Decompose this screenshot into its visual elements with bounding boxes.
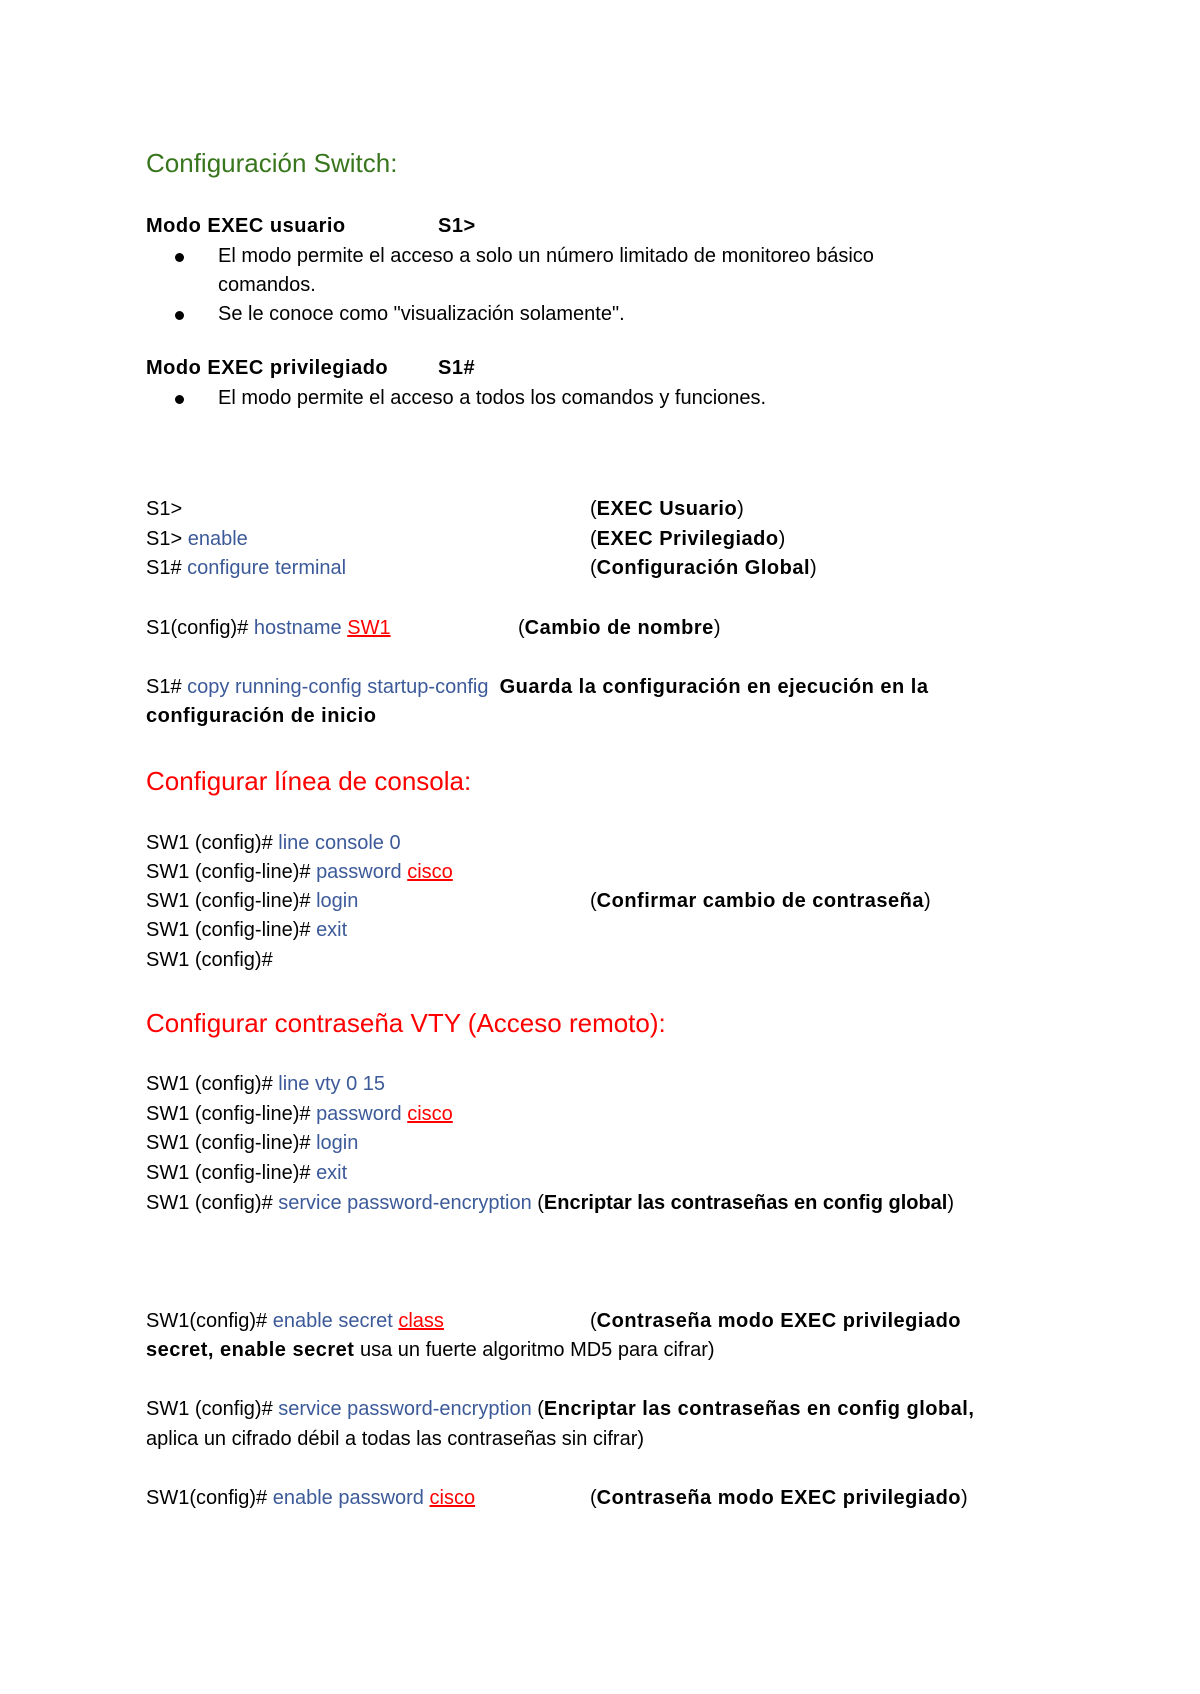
code-comment: (Confirmar cambio de contraseña) (590, 890, 931, 912)
code-line: SW1 (config)# service password-encryption (Encriptar las contraseñas en config global) (146, 1192, 955, 1214)
code-line: SW1 (config-line)# exit (146, 1162, 348, 1184)
code-line: S1> enable (146, 528, 248, 550)
priv-mode-label: Modo EXEC privilegiado (146, 357, 389, 379)
code-comment: (Contraseña modo EXEC privilegiado) (590, 1487, 968, 1509)
code-comment: configuración de inicio (146, 705, 377, 727)
list-item-continuation: comandos. (218, 274, 316, 296)
code-line: S1# configure terminal (146, 557, 347, 579)
section-heading: Configurar contraseña VTY (Acceso remoto): (146, 1008, 666, 1038)
code-line: SW1 (config)# (146, 949, 273, 971)
code-comment: (Contraseña modo EXEC privilegiado (590, 1310, 962, 1332)
code-line: SW1 (config-line)# login (146, 1132, 359, 1154)
page-title: Configuración Switch: (146, 148, 398, 178)
code-line: SW1 (config)# line vty 0 15 (146, 1073, 385, 1095)
code-comment: (Cambio de nombre) (518, 617, 721, 639)
bullet-icon (175, 253, 184, 262)
section-heading: Configurar línea de consola: (146, 766, 472, 796)
code-line: SW1(config)# enable password cisco (146, 1487, 476, 1509)
code-line: S1# copy running-config startup-config Guarda la configuración en ejecución en la (146, 676, 929, 698)
code-line: SW1 (config-line)# login (146, 890, 359, 912)
bullet-icon (175, 311, 184, 320)
code-line: S1(config)# hostname SW1 (146, 617, 391, 639)
code-comment: (EXEC Privilegiado) (590, 528, 786, 550)
code-comment: aplica un cifrado débil a todas las contraseñas sin cifrar) (146, 1428, 645, 1450)
code-comment: (Configuración Global) (590, 557, 817, 579)
code-line: SW1 (config)# service password-encryption (Encriptar las contraseñas en config global, (146, 1398, 975, 1420)
code-line: S1> (146, 498, 183, 520)
code-line: SW1 (config-line)# password cisco (146, 861, 453, 883)
user-mode-label: Modo EXEC usuario (146, 215, 346, 237)
code-line: SW1 (config-line)# password cisco (146, 1103, 453, 1125)
code-line: SW1 (config)# line console 0 (146, 832, 401, 854)
code-comment: (EXEC Usuario) (590, 498, 744, 520)
priv-mode-prompt: S1# (438, 357, 476, 379)
bullet-icon (175, 395, 184, 404)
code-line: SW1 (config-line)# exit (146, 919, 348, 941)
user-mode-prompt: S1> (438, 215, 476, 237)
document-page: Configuración Switch: Modo EXEC usuario S1> El modo permite el acceso a solo un número limitado de monitoreo básico comandos. Se le conoce como "visualización solamente". Modo EXEC privilegiado S1# El modo permite el acceso a todos los comandos y funciones. S1> (EXEC Usuario) S1> enable (EXEC Privilegiado) S1# configure terminal (Configuración Global) S1(config)# hostname SW1 (Cambio de nombre) S1# copy running-config startup-config Guarda la configuración en ejecución en la configuración de inicio Configurar línea de consola: SW1 (config)# line console 0 SW1 (config-line)# password cisco SW1 (config-line)# login (Confirmar cambio de contraseña) SW1 (config-line)# exit SW1 (config)# Configurar contraseña VTY (Acceso remoto): SW1 (config)# line vty 0 15 SW1 (config-line)# password cisco SW1 (config-line)# login SW1 (config-line)# exit SW1 (config)# service password-encryption (Encriptar las contraseñas en config global) SW1(config)# enable secret class (Contraseña modo EXEC privilegiado secret, enable secret usa un fuerte algoritmo MD5 para cifrar) SW1 (config)# service password-encryption (Encriptar las contraseñas en config global, aplica un cifrado débil a todas las contraseñas sin cifrar) SW1(config)# enable password cisco (Contraseña modo EXEC privilegiado) (146, 148, 975, 1509)
code-comment: secret, enable secret usa un fuerte algoritmo MD5 para cifrar) (146, 1339, 715, 1361)
code-line: SW1(config)# enable secret class (146, 1310, 444, 1332)
